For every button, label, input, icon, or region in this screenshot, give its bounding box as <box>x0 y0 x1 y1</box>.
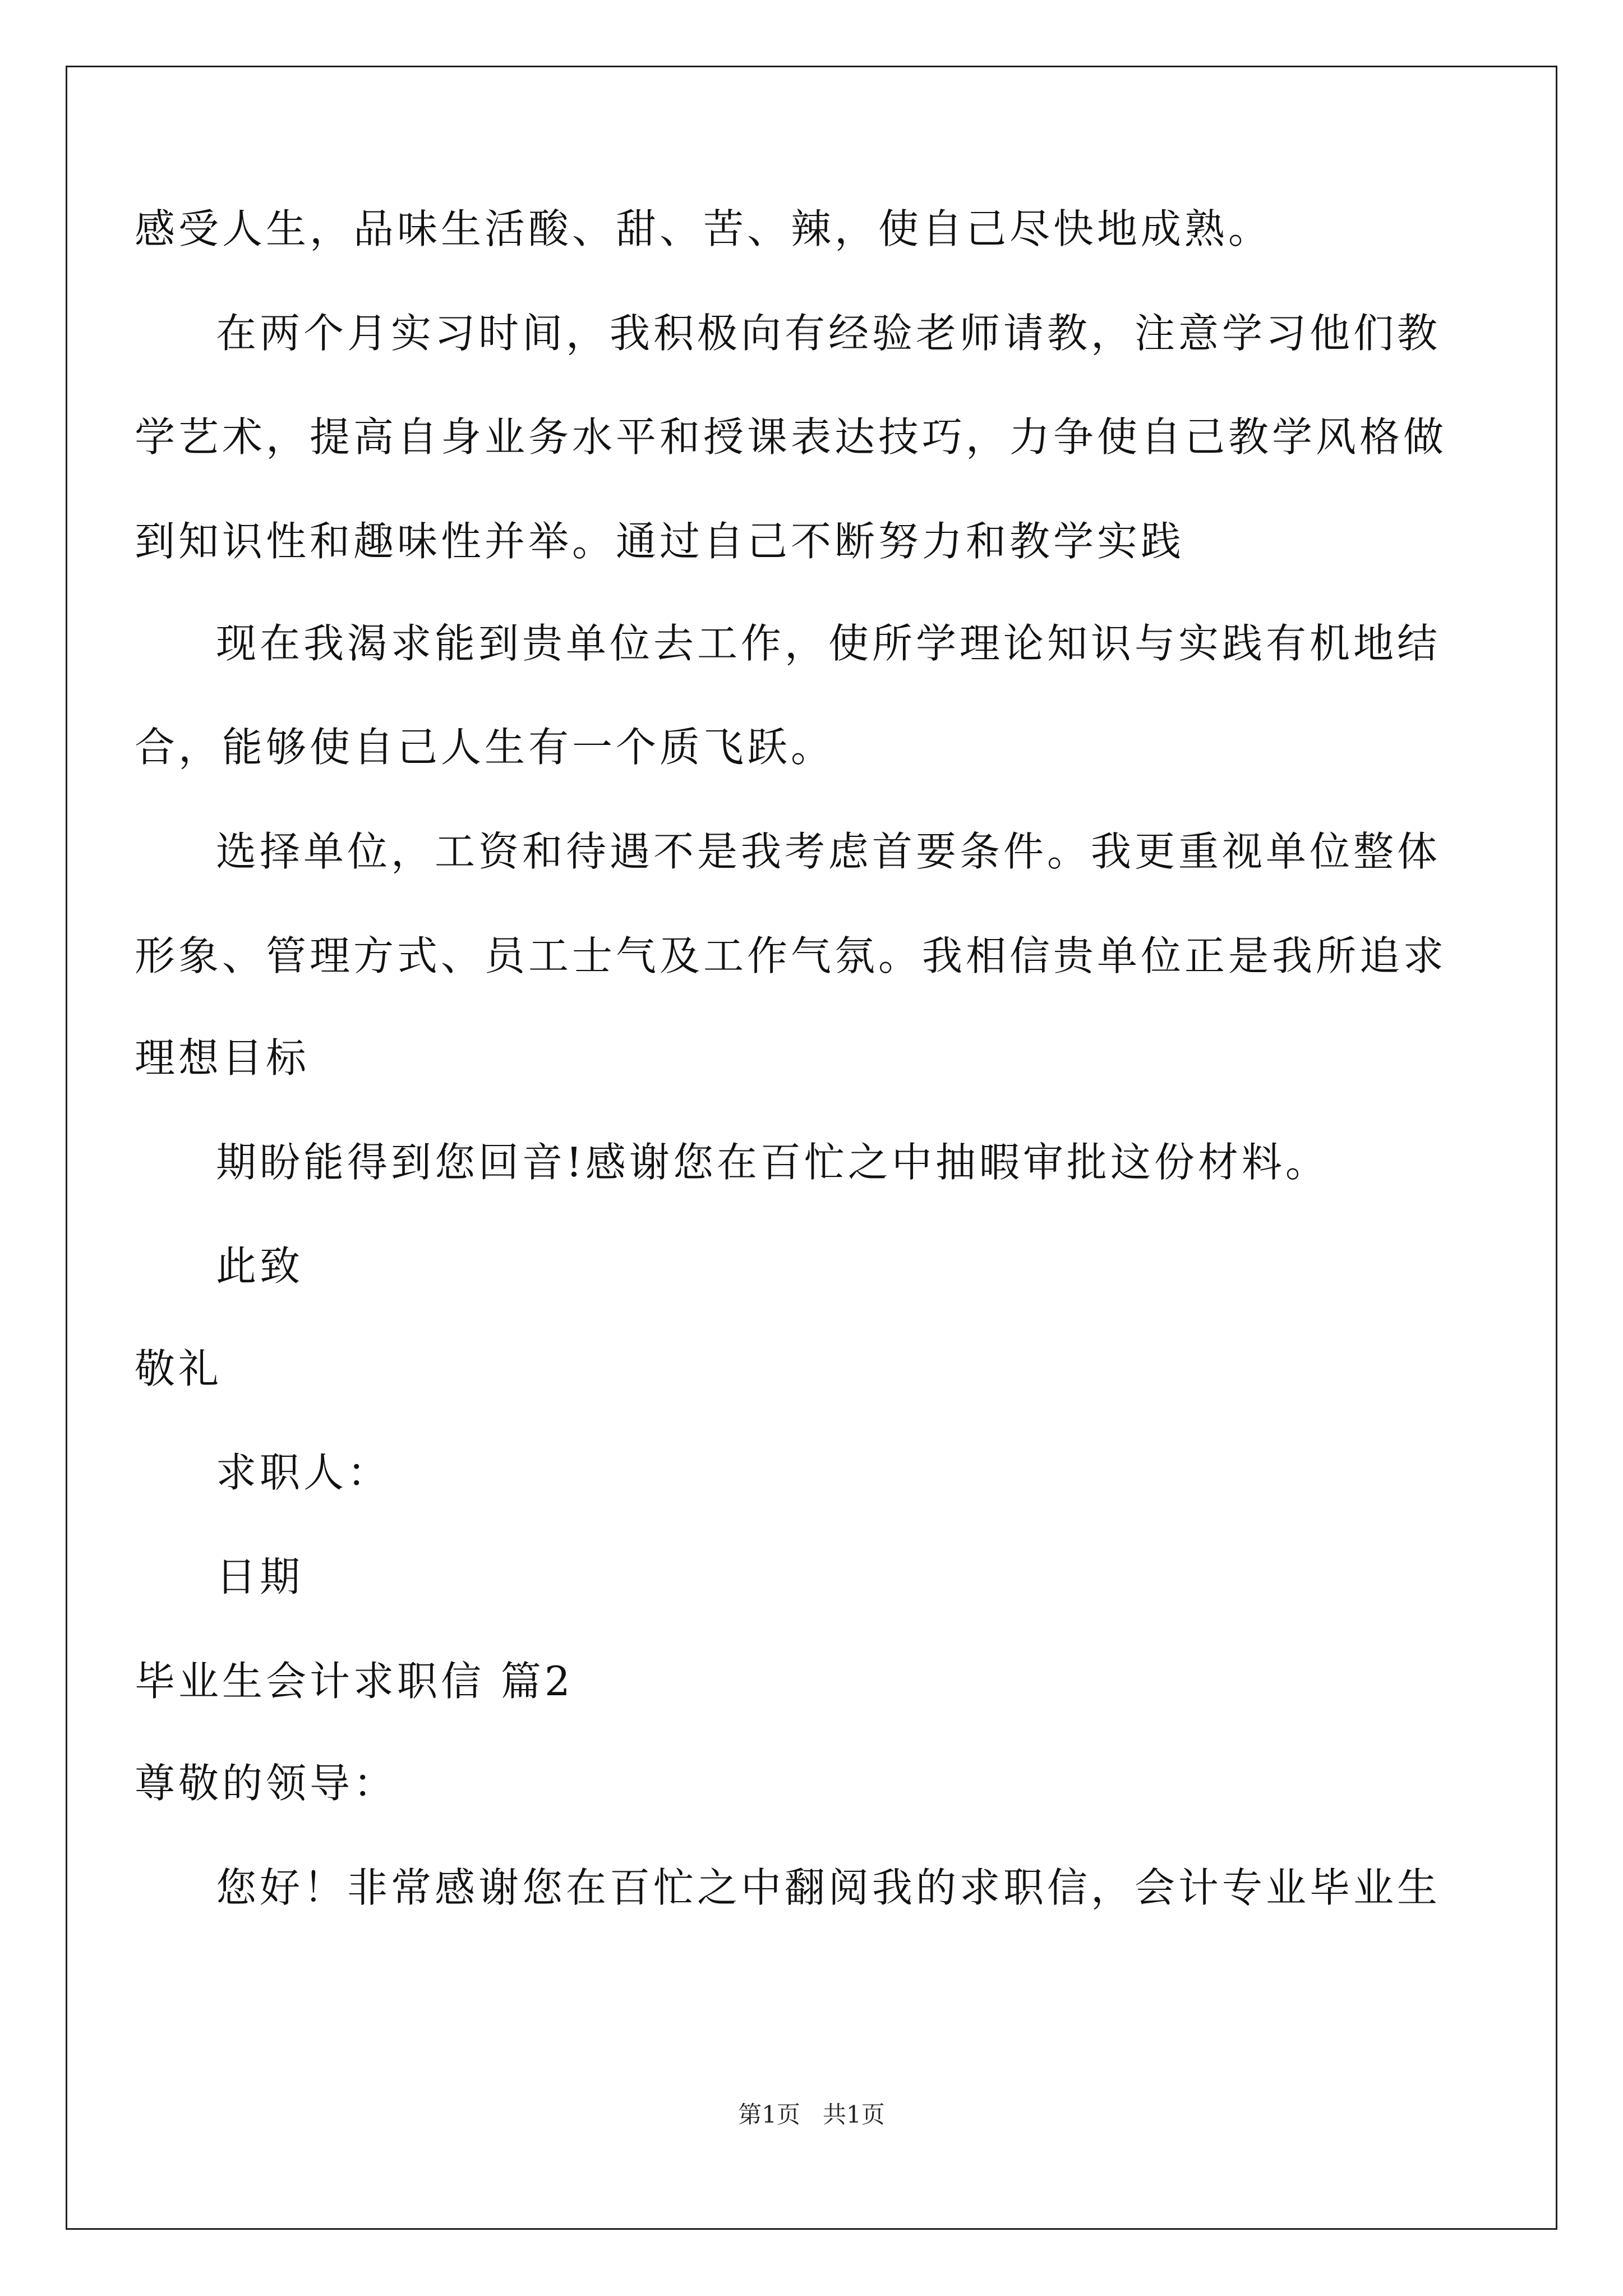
text-line: 学艺术，提高自身业务水平和授课表达技巧，力争使自己教学风格做 <box>135 413 1447 461</box>
text-line: 感受人生，品味生活酸、甜、苦、辣，使自己尽快地成熟。 <box>135 205 1272 252</box>
section-heading: 毕业生会计求职信 篇2 <box>135 1658 574 1705</box>
page-footer: 第1页 共1页 <box>738 2101 885 2128</box>
greeting: 尊敬的领导： <box>135 1760 398 1807</box>
text-line: 期盼能得到您回音!感谢您在百忙之中抽暇审批这份材料。 <box>216 1139 1329 1186</box>
text-line: 选择单位，工资和待遇不是我考虑首要条件。我更重视单位整体 <box>216 828 1441 875</box>
text-line: 合，能够使自己人生有一个质飞跃。 <box>135 724 835 771</box>
text-line: 形象、管理方式、员工士气及工作气氛。我相信贵单位正是我所追求 <box>135 932 1447 979</box>
salutation-close: 敬礼 <box>135 1345 223 1392</box>
closing-phrase: 此致 <box>216 1243 304 1290</box>
text-line: 现在我渴求能到贵单位去工作，使所学理论知识与实践有机地结 <box>216 620 1441 667</box>
text-line: 到知识性和趣味性并举。通过自己不断努力和教学实践 <box>135 518 1185 565</box>
applicant-label: 求职人： <box>216 1449 391 1496</box>
date-label: 日期 <box>216 1553 304 1600</box>
text-line: 理想目标 <box>135 1034 310 1082</box>
text-line: 您好！非常感谢您在百忙之中翻阅我的求职信，会计专业毕业生 <box>216 1864 1441 1911</box>
text-line: 在两个月实习时间，我积极向有经验老师请教，注意学习他们教 <box>216 310 1441 357</box>
